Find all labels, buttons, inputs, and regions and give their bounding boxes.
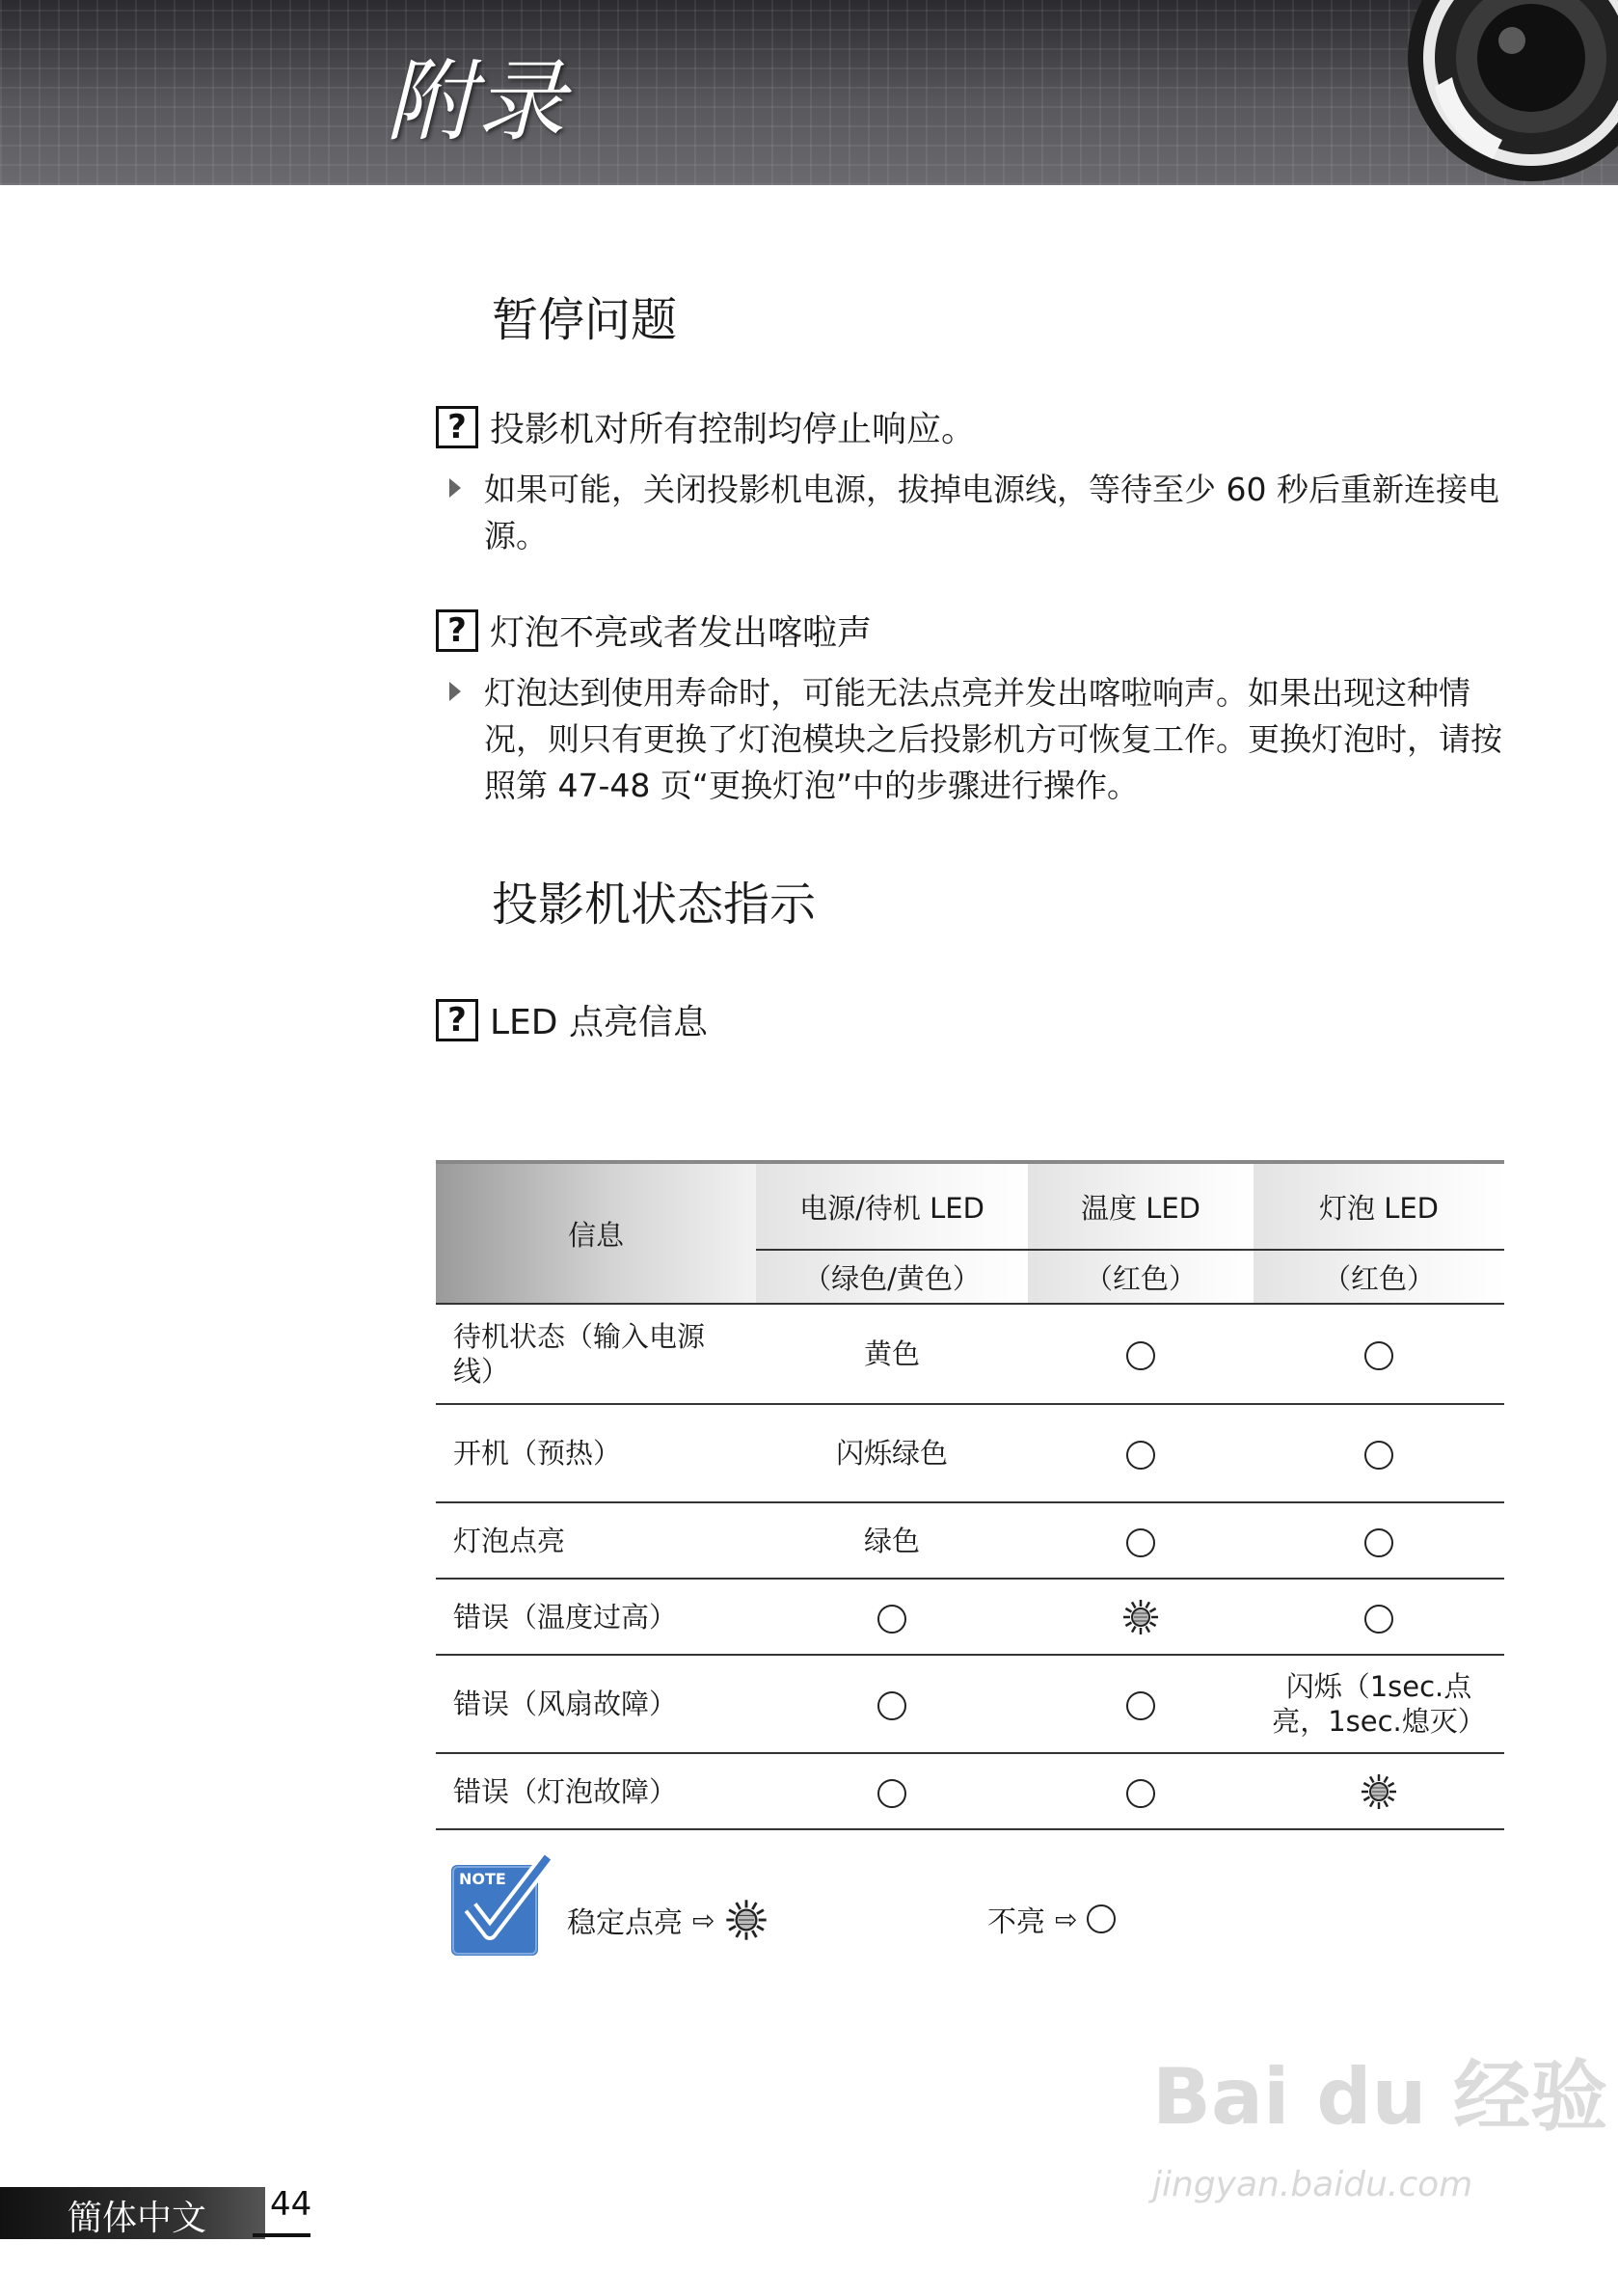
led-off-icon [1126, 1779, 1155, 1808]
cell-lamp [1254, 1502, 1504, 1579]
footer-rule [253, 2233, 310, 2237]
question-text: 投影机对所有控制均停止响应。 [490, 410, 977, 449]
legend-off [987, 1898, 1116, 1940]
question-icon: ? [436, 609, 478, 652]
led-on-icon [724, 1898, 769, 1942]
table-row [436, 1753, 1504, 1829]
table-header-temp: 温度 LED [1028, 1162, 1254, 1250]
answer-bullet [449, 467, 1506, 559]
led-off-icon [877, 1691, 906, 1720]
led-off-icon [1364, 1605, 1393, 1634]
question-icon: ? [436, 406, 478, 448]
row-label: 开机（预热） [436, 1404, 756, 1502]
cell-lamp [1254, 1304, 1504, 1404]
page-number: 44 [270, 2185, 312, 2224]
table-header-info: 信息 [436, 1162, 756, 1304]
bullet-arrow-icon [449, 478, 461, 498]
cell-temp [1028, 1404, 1254, 1502]
problem-question [436, 606, 872, 655]
cell-temp [1028, 1502, 1254, 1579]
led-off-icon [1126, 1691, 1155, 1720]
legend-arrow: ⇨ [692, 1904, 715, 1936]
table-header-lamp: 灯泡 LED [1254, 1162, 1504, 1250]
cell-lamp [1254, 1579, 1504, 1655]
sun-icon [724, 1898, 769, 1942]
row-label: 灯泡点亮 [436, 1502, 756, 1579]
table-subheader-temp: （红色） [1028, 1250, 1254, 1304]
bullet-arrow-icon [449, 682, 461, 701]
legend-arrow: ⇨ [1055, 1903, 1078, 1935]
section-heading-pause: 暂停问题 [492, 293, 678, 347]
cell-text: 黄色 [863, 1337, 920, 1370]
table-row [436, 1404, 1504, 1502]
row-label [436, 1304, 756, 1404]
note-icon [447, 1851, 555, 1959]
table-row [436, 1304, 1504, 1404]
legend-steady-label: 稳定点亮 [567, 1906, 683, 1940]
cell-text: 绿色 [863, 1524, 920, 1557]
row-label-text: 待机状态（输入电源线） [453, 1320, 706, 1388]
circle-off-icon [1087, 1904, 1116, 1933]
cell-power [756, 1753, 1028, 1829]
led-on-icon [1121, 1598, 1160, 1636]
cell-power [756, 1304, 1028, 1404]
cell-power [756, 1579, 1028, 1655]
answer-text: 如果可能，关闭投影机电源，拔掉电源线，等待至少 60 秒后重新连接电源。 [484, 471, 1499, 554]
table-row [436, 1579, 1504, 1655]
table-subheader-lamp: （红色） [1254, 1250, 1504, 1304]
legend-off-label: 不亮 [987, 1905, 1045, 1939]
led-off-icon [1364, 1341, 1393, 1370]
row-label: 错误（风扇故障） [436, 1655, 756, 1753]
section-heading-status: 投影机状态指示 [492, 878, 817, 932]
cell-power [756, 1655, 1028, 1753]
led-off-icon [877, 1605, 906, 1634]
question-text: 灯泡不亮或者发出喀啦声 [490, 613, 873, 653]
cell-lamp [1254, 1753, 1504, 1829]
answer-text: 灯泡达到使用寿命时，可能无法点亮并发出喀啦响声。如果出现这种情况，则只有更换了灯泡模块之后投影机方可恢复工作。更换灯泡时，请按照第 47-48 页“更换灯泡”中的步骤进行操作。 [484, 674, 1502, 804]
led-off-icon [1126, 1441, 1155, 1470]
problem-question [436, 402, 976, 451]
question-icon: ? [436, 999, 478, 1041]
watermark-brand: Bai du 经验 [1152, 2052, 1608, 2142]
led-off-icon [1126, 1341, 1155, 1370]
cell-text: 闪烁（1sec.点亮，1sec.熄灭） [1272, 1670, 1486, 1738]
cell-temp [1028, 1304, 1254, 1404]
led-status-table [436, 1160, 1504, 1830]
table-row [436, 1655, 1504, 1753]
led-on-icon [1360, 1772, 1398, 1811]
cell-temp [1028, 1579, 1254, 1655]
led-off-icon [1126, 1528, 1155, 1557]
led-off-icon [1364, 1528, 1393, 1557]
led-off-icon [1364, 1441, 1393, 1470]
problem-question [436, 995, 708, 1044]
led-off-icon [877, 1779, 906, 1808]
row-label: 错误（灯泡故障） [436, 1753, 756, 1829]
cell-lamp [1254, 1404, 1504, 1502]
cell-power [756, 1502, 1028, 1579]
cell-temp [1028, 1753, 1254, 1829]
table-row [436, 1502, 1504, 1579]
footer-language: 簡体中文 [67, 2199, 207, 2238]
lens-icon [1406, 0, 1618, 183]
question-text: LED 点亮信息 [490, 1003, 708, 1042]
note-badge-text: NOTE [459, 1870, 506, 1888]
answer-bullet [449, 670, 1506, 809]
table-subheader-power: （绿色/黄色） [756, 1250, 1028, 1304]
legend-steady [567, 1898, 769, 1942]
cell-temp [1028, 1655, 1254, 1753]
cell-text: 闪烁绿色 [835, 1437, 948, 1470]
header-banner [0, 0, 1618, 185]
watermark-url: jingyan.baidu.com [1152, 2165, 1473, 2204]
row-label: 错误（温度过高） [436, 1579, 756, 1655]
table-header-power: 电源/待机 LED [756, 1162, 1028, 1250]
page-title: 附录 [386, 50, 568, 153]
cell-lamp [1254, 1655, 1504, 1753]
cell-power [756, 1404, 1028, 1502]
